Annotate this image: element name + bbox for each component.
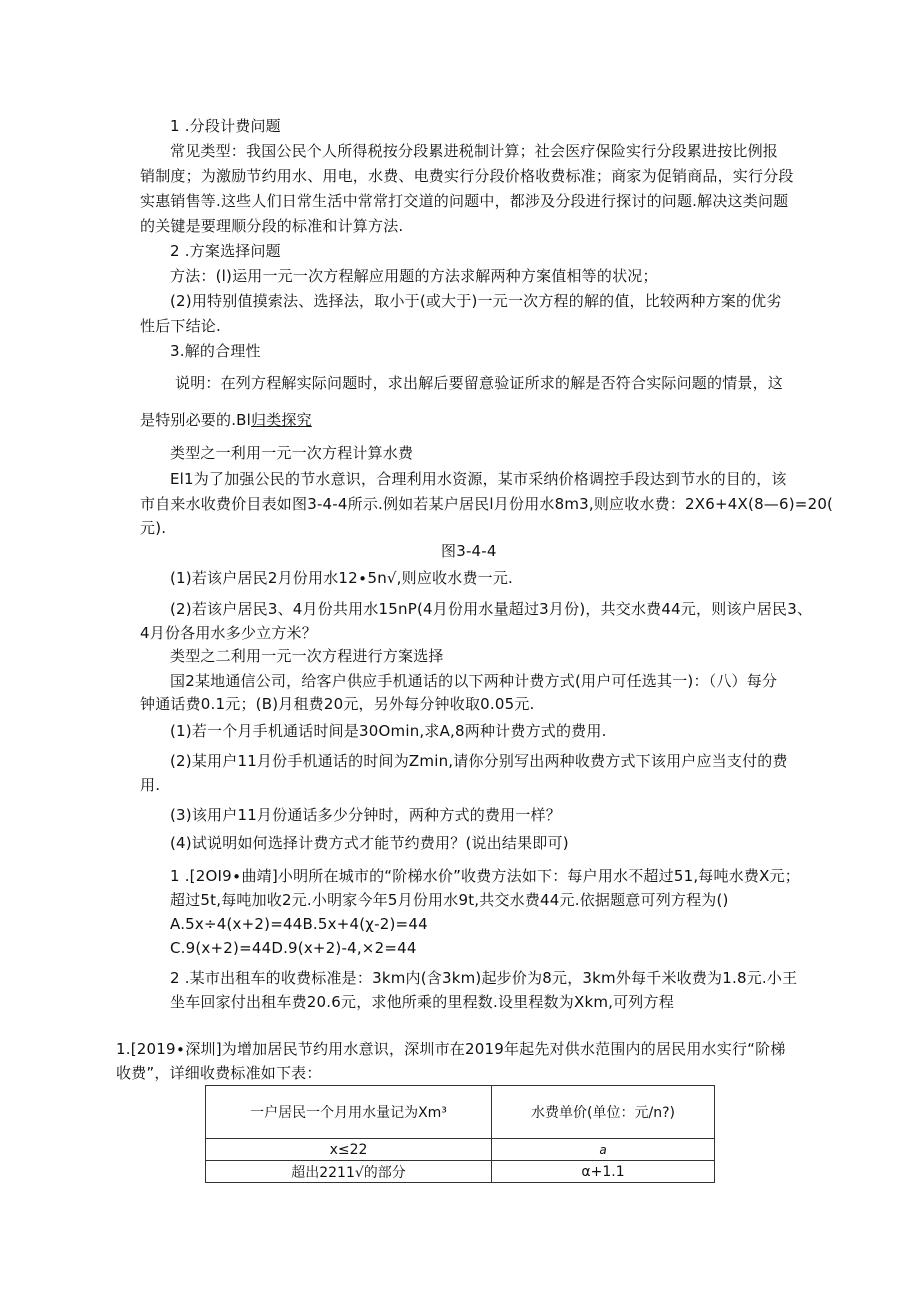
- exercise-line: 2 .某市出租车的收费标准是：3km内(含3km)起步价为8元，3km外每千米收费为1.8元.小王: [170, 969, 798, 987]
- paragraph-line: 常见类型：我国公民个人所得税按分段累进税制计算；社会医疗保险实行分段累进按比例报: [170, 142, 779, 160]
- question-line: (1)若一个月手机通话时间是30Omin,求A,8两种计费方式的费用.: [170, 722, 607, 740]
- table-cell: x≤22: [206, 1139, 492, 1161]
- table-row: [206, 1139, 715, 1161]
- example-two-line: 国2某地通信公司，给客户供应手机通话的以下两种计费方式(用户可任选其一)：（八）每分: [170, 672, 778, 690]
- table-header-row: [206, 1086, 715, 1139]
- figure-caption: 图3-4-4: [441, 542, 497, 560]
- paragraph-line: 销制度；为激励节约用水、用电，水费、电费实行分段价格收费标准；商家为促销商品，实行分段: [140, 167, 794, 185]
- table-header-cell: 水费单价(单位：元/n?): [492, 1086, 715, 1139]
- water-fee-table: [205, 1085, 715, 1183]
- paragraph-line: 方法：(l)运用一元一次方程解应用题的方法求解两种方案值相等的状况；: [170, 267, 658, 285]
- paragraph-line: 性后下结论.: [140, 317, 221, 335]
- section-link-classification[interactable]: 归类探究: [251, 411, 312, 429]
- heading-solution-reasonableness: 3.解的合理性: [170, 342, 261, 360]
- table-cell: 超出2211√的部分: [206, 1161, 492, 1183]
- question-line: 用.: [140, 776, 161, 794]
- problem-line: 1.[2019∙深圳]为增加居民节约用水意识，深圳市在2019年起先对供水范围内的居民用水实行“阶梯: [116, 1040, 786, 1058]
- heading-plan-selection: 2 .方案选择问题: [170, 242, 281, 260]
- exercise-line: 坐车回家付出租车费20.6元，求他所乘的里程数.设里程数为Xkm,可列方程: [170, 993, 674, 1011]
- paragraph-line: 说明：在列方程解实际问题时，求出解后要留意验证所求的解是否符合实际问题的情景，这: [175, 374, 784, 392]
- question-line: (2)若该户居民3、4月份共用水15nP(4月份用水量超过3月份)，共交水费44元，则该户居民3、: [170, 600, 813, 618]
- choice-line: A.5x÷4(x+2)=44B.5x+4(χ-2)=44: [170, 915, 428, 933]
- example-one-line: 市自来水收费价目表如图3-4-4所示.例如若某户居民l月份用水8m3,则应收水费：2X6+4X(8—6)=20(: [140, 495, 834, 513]
- question-line: (4)试说明如何选择计费方式才能节约费用？(说出结果即可): [170, 834, 569, 852]
- question-line: (2)某用户11月份手机通话的时间为Zmin,请你分别写出两种收费方式下该用户应当支付的费: [170, 752, 788, 770]
- table-cell: a: [492, 1139, 715, 1161]
- paragraph-fragment: 是特别必要的.Bl: [140, 411, 252, 429]
- example-one-line: El1为了加强公民的节水意识，合理利用水资源，某市采纳价格调控手段达到节水的目的，该: [170, 470, 787, 488]
- paragraph-line: 的关键是要理顺分段的标准和计算方法.: [140, 217, 404, 235]
- heading-segmented-billing: 1 .分段计费问题: [170, 117, 281, 135]
- exercise-line: 超过5t,每吨加收2元.小明家今年5月份用水9t,共交水费44元.依据题意可列方程为(): [170, 891, 729, 909]
- problem-line: 收费”，详细收费标准如下表：: [116, 1064, 322, 1082]
- paragraph-line: [140, 410, 312, 430]
- question-line: (1)若该户居民2月份用水12∙5n√,则应收水费一元.: [170, 569, 514, 587]
- table-header-cell: 一户居民一个月用水量记为Xm³: [206, 1086, 492, 1139]
- question-line: 4月份各用水多少立方米？: [140, 624, 317, 642]
- section-type-two-title: 类型之二利用一元一次方程进行方案选择: [170, 647, 444, 665]
- table-cell: α+1.1: [492, 1161, 715, 1183]
- section-type-one-title: 类型之一利用一元一次方程计算水费: [170, 444, 414, 462]
- paragraph-line: 实惠销售等.这些人们日常生活中常常打交道的问题中，都涉及分段进行探讨的问题.解决这类问题: [140, 192, 789, 210]
- exercise-line: 1 .[2OI9∙曲靖]小明所在城市的“阶梯水价”收费方法如下：每户用水不超过51,每吨水费X元；: [170, 867, 800, 885]
- question-line: (3)该用户11月份通话多少分钟时，两种方式的费用一样？: [170, 806, 561, 824]
- example-two-line: 钟通话费0.1元；(B)月租费20元，另外每分钟收取0.05元.: [140, 695, 535, 713]
- paragraph-line: (2)用特别值摸索法、选择法，取小于(或大于)一元一次方程的解的值，比较两种方案的优劣: [170, 292, 782, 310]
- choice-line: C.9(x+2)=44D.9(x+2)-4,×2=44: [170, 939, 417, 957]
- table-row: [206, 1161, 715, 1183]
- example-one-line: 元).: [140, 519, 167, 537]
